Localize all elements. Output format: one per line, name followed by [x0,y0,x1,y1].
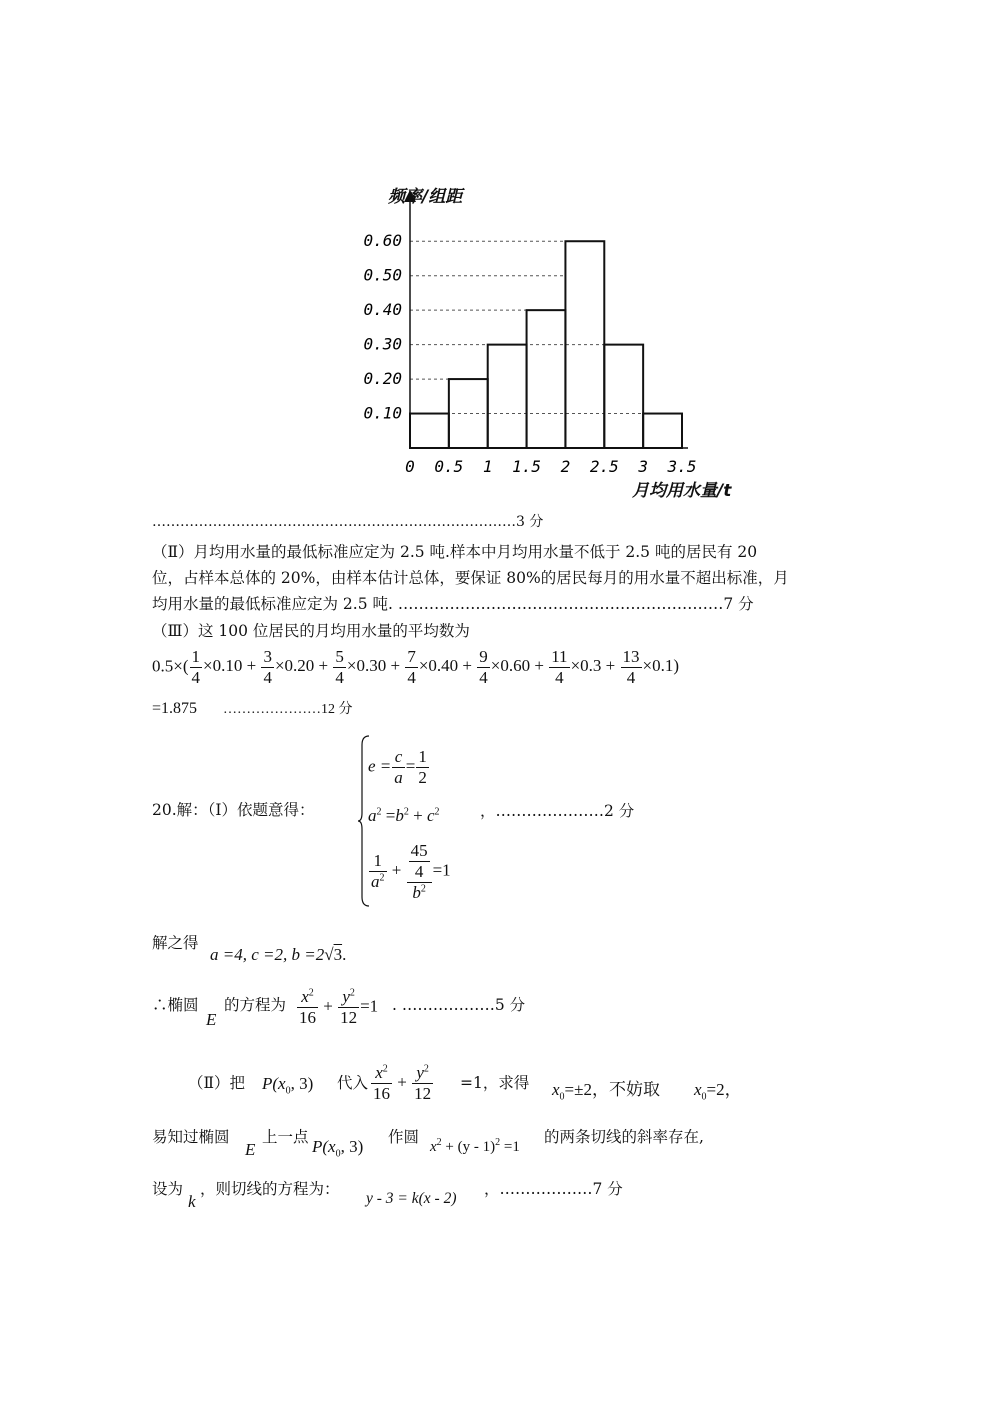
mean-expression [152,648,679,687]
x-tick-label: 2 [560,457,571,476]
ellipse-label: ∴椭圆 [152,996,199,1014]
eq-eccentricity: e = $\frac{c}{a}$ = $\frac{1}{2}$ [368,747,427,787]
ellipse-mid: 的方程为 [224,996,287,1014]
x-axis-title: 月均用水量/t [632,481,732,501]
mean-multiplier: ×0.1) [642,656,679,676]
y-tick-label: 0.10 [363,403,402,423]
y-tick-label: 0.30 [363,334,402,354]
y-tick-label: 0.40 [363,300,402,320]
set-label2: ，则切线的方程为： [200,1180,340,1198]
mean-multiplier: ×0.20 + [274,656,333,676]
p2-sub: 代入 [337,1074,369,1092]
circle-eq: $x^2 + (y - 1)^2 =1$ [430,1137,520,1155]
easy-label3: 作圆 [388,1128,420,1146]
easy-label: 易知过椭圆 [152,1128,230,1146]
x-tick-label: 0.5 [434,457,464,476]
histogram-svg [340,180,780,500]
histogram-bar [643,414,682,448]
mean-multiplier: ×0.3 + [570,656,620,676]
tangent-equation: y - 3 = k(x - 2) [366,1190,457,1207]
easy-label4: 的两条切线的斜率存在, [544,1128,704,1146]
p2-x0-a: $x_0=\pm 2$，不妨取 [552,1080,660,1103]
set-label: 设为 [152,1180,184,1198]
score-7b: ，………………7 分 [484,1180,623,1198]
eq-point: $\frac{1}{a^2}$ + $\frac{\frac{45}{4}}{b^2}$ =1 [371,841,451,902]
p2-x0-b: $x_0=2$， [694,1080,742,1103]
slope-k: k [188,1192,196,1211]
mean-fraction: $\frac{13}{4}$ [622,647,640,687]
histogram-bar [527,310,566,448]
easy-point: $P(x_0$, 3) [312,1137,364,1160]
mean-fraction: $\frac{5}{4}$ [335,647,344,687]
q20-label: 20.解：（Ⅰ）依题意得： [152,801,315,819]
p2-label: （Ⅱ）把 [188,1074,246,1092]
ellipse-equation: $\frac{x^2}{16}$ + $\frac{y^2}{12}$ =1 [299,987,379,1027]
p2-mid: =1，求得 [460,1074,530,1092]
mean-fraction: $\frac{3}{4}$ [263,647,272,687]
part2-line1: （Ⅱ）月均用水量的最低标准应定为 2.5 吨.样本中月均用水量不低于 2.5 吨的居民有 20 [152,543,758,561]
x-tick-label: 0 [405,457,415,476]
x-tick-label: 3.5 [667,457,697,476]
mean-lead: 0.5×( [152,656,189,676]
score-line-3: ……………………………………………………………………3 分 [152,514,544,530]
score-5: . ………………5 分 [392,996,526,1014]
mean-fraction: $\frac{1}{4}$ [191,647,200,687]
easy-label2: 上一点 [262,1128,309,1146]
x-tick-label: 1 [482,457,493,476]
mean-fraction: $\frac{9}{4}$ [479,647,488,687]
y-axis-title: 频率/组距 [388,187,463,207]
p2-ellipse-eq: $\frac{x^2}{16}$ + $\frac{y^2}{12}$ [373,1063,432,1103]
ellipse-E: E [206,1010,217,1029]
easy-E: E [245,1140,256,1159]
mean-fraction: $\frac{11}{4}$ [551,647,568,687]
x-tick-label: 3 [638,457,648,476]
mean-multiplier: ×0.40 + [418,656,477,676]
eq-relation: $a^2 =b^2 + c^2$ [368,806,440,825]
mean-multiplier: ×0.30 + [346,656,405,676]
p2-point: $P(x_0$, 3) [262,1074,314,1097]
solve-values: a =4, c =2, b =2√3. [210,945,347,964]
histogram-chart [340,180,780,500]
part3-line1: （Ⅲ）这 100 位居民的月均用水量的平均数为 [152,622,470,640]
y-tick-label: 0.20 [363,369,402,389]
mean-result: =1.875 [152,700,198,717]
solve-label: 解之得 [152,934,199,952]
part2-line2: 位，占样本总体的 20%，由样本估计总体，要保证 80%的居民每月的用水量不超出标准，月 [152,569,789,587]
score-12: …………………12 分 [223,702,353,717]
histogram-bar [488,345,527,448]
mean-multiplier: ×0.10 + [203,656,261,676]
x-tick-label: 2.5 [589,457,619,476]
y-tick-label: 0.50 [363,265,402,285]
mean-fraction: $\frac{7}{4}$ [407,647,416,687]
histogram-bar [604,345,643,448]
part2-line3: 均用水量的最低标准应定为 2.5 吨. ………………………………………………………7 分 [152,595,754,613]
mean-multiplier: ×0.60 + [490,656,549,676]
x-tick-label: 1.5 [512,457,542,476]
histogram-bar [410,414,449,448]
mean-result-line [152,698,353,718]
y-tick-label: 0.60 [363,231,402,251]
score-2: ，…………………2 分 [480,802,635,820]
mean-terms [189,647,680,687]
